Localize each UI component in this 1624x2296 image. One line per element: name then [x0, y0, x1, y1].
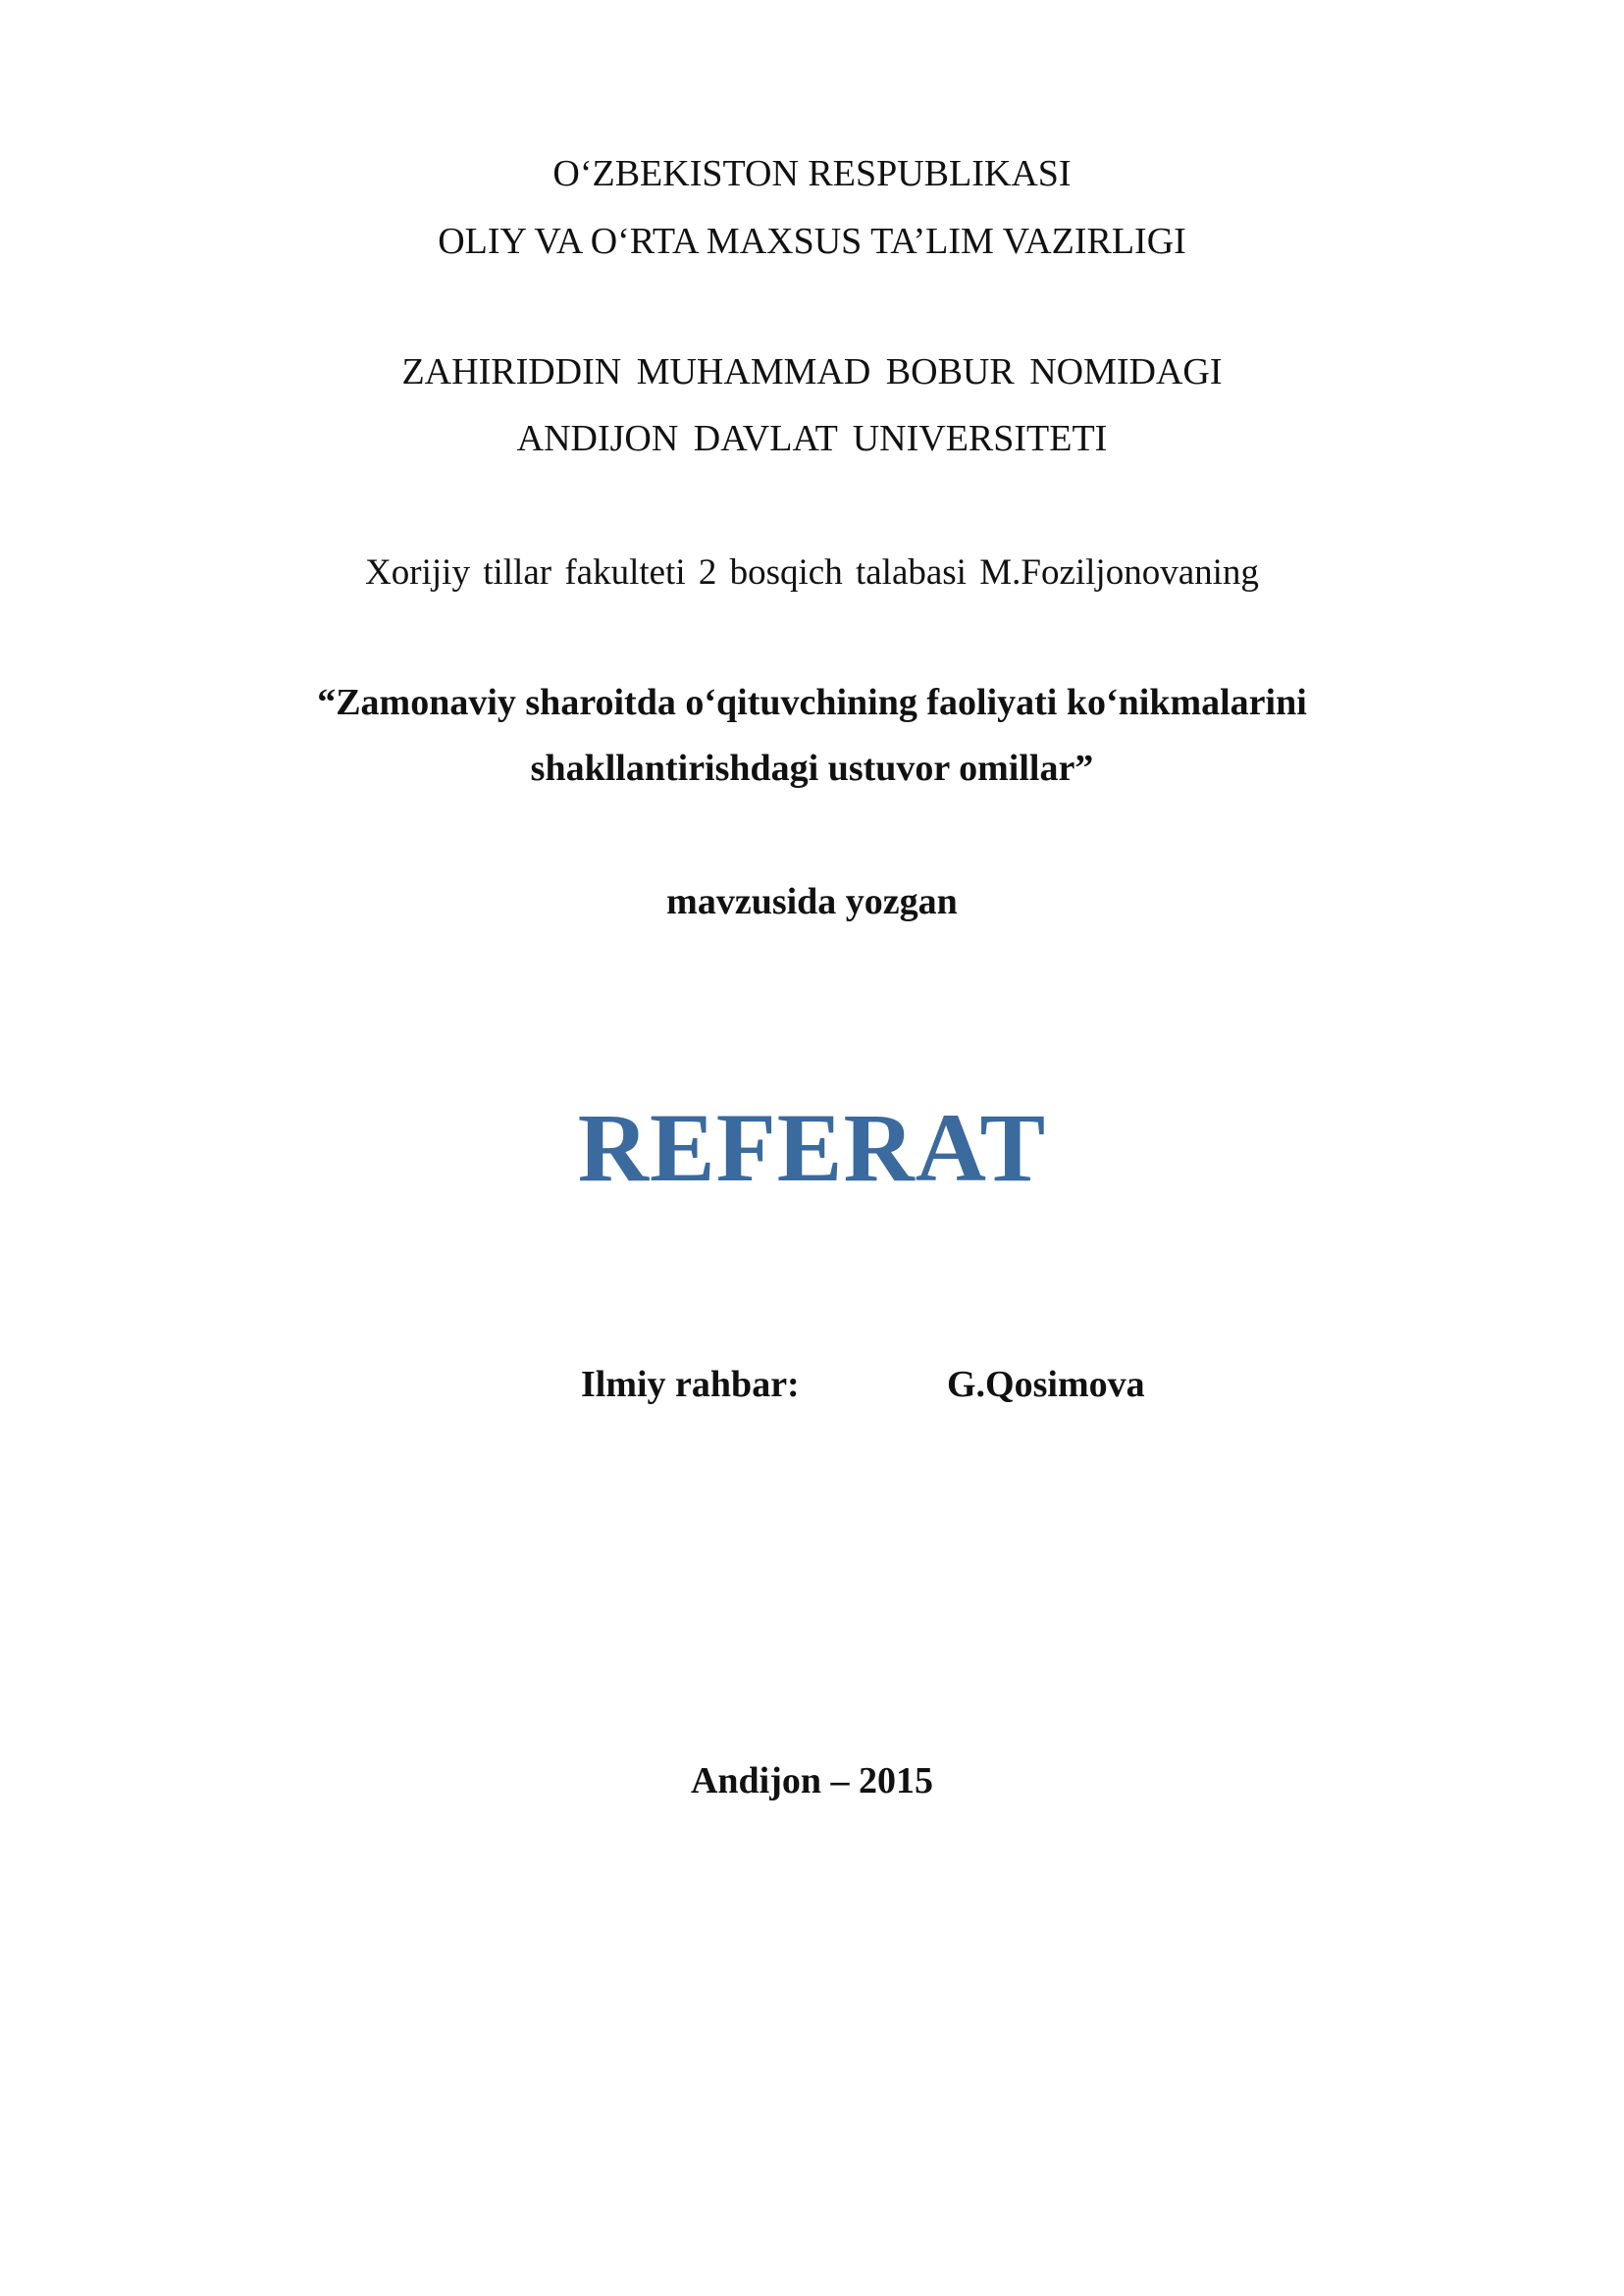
university-name-line2: ANDIJON DAVLAT UNIVERSITETI	[516, 418, 1108, 459]
country-name: O‘ZBEKISTON RESPUBLIKASI	[552, 153, 1072, 194]
university-name-line1: ZAHIRIDDIN MUHAMMAD BOBUR NOMIDAGI	[401, 351, 1223, 392]
ministry-name: OLIY VA O‘RTA MAXSUS TA’LIM VAZIRLIGI	[438, 221, 1186, 262]
document-type-title: REFERAT	[577, 1093, 1047, 1202]
supervisor-name: G.Qosimova	[947, 1364, 1145, 1405]
supervisor-row	[0, 1366, 1624, 1415]
topic-line1: “Zamonaviy sharoitda o‘qituvchining faoliyati ko‘nikmalarini	[317, 682, 1307, 723]
student-info: Xorijiy tillar fakulteti 2 bosqich talabasi M.Foziljonovaning	[365, 552, 1259, 593]
place-and-year: Andijon – 2015	[690, 1760, 934, 1801]
written-note: mavzusida yozgan	[666, 881, 958, 922]
topic-line2: shakllantirishdagi ustuvor omillar”	[530, 748, 1094, 789]
supervisor-label: Ilmiy rahbar:	[581, 1364, 800, 1405]
